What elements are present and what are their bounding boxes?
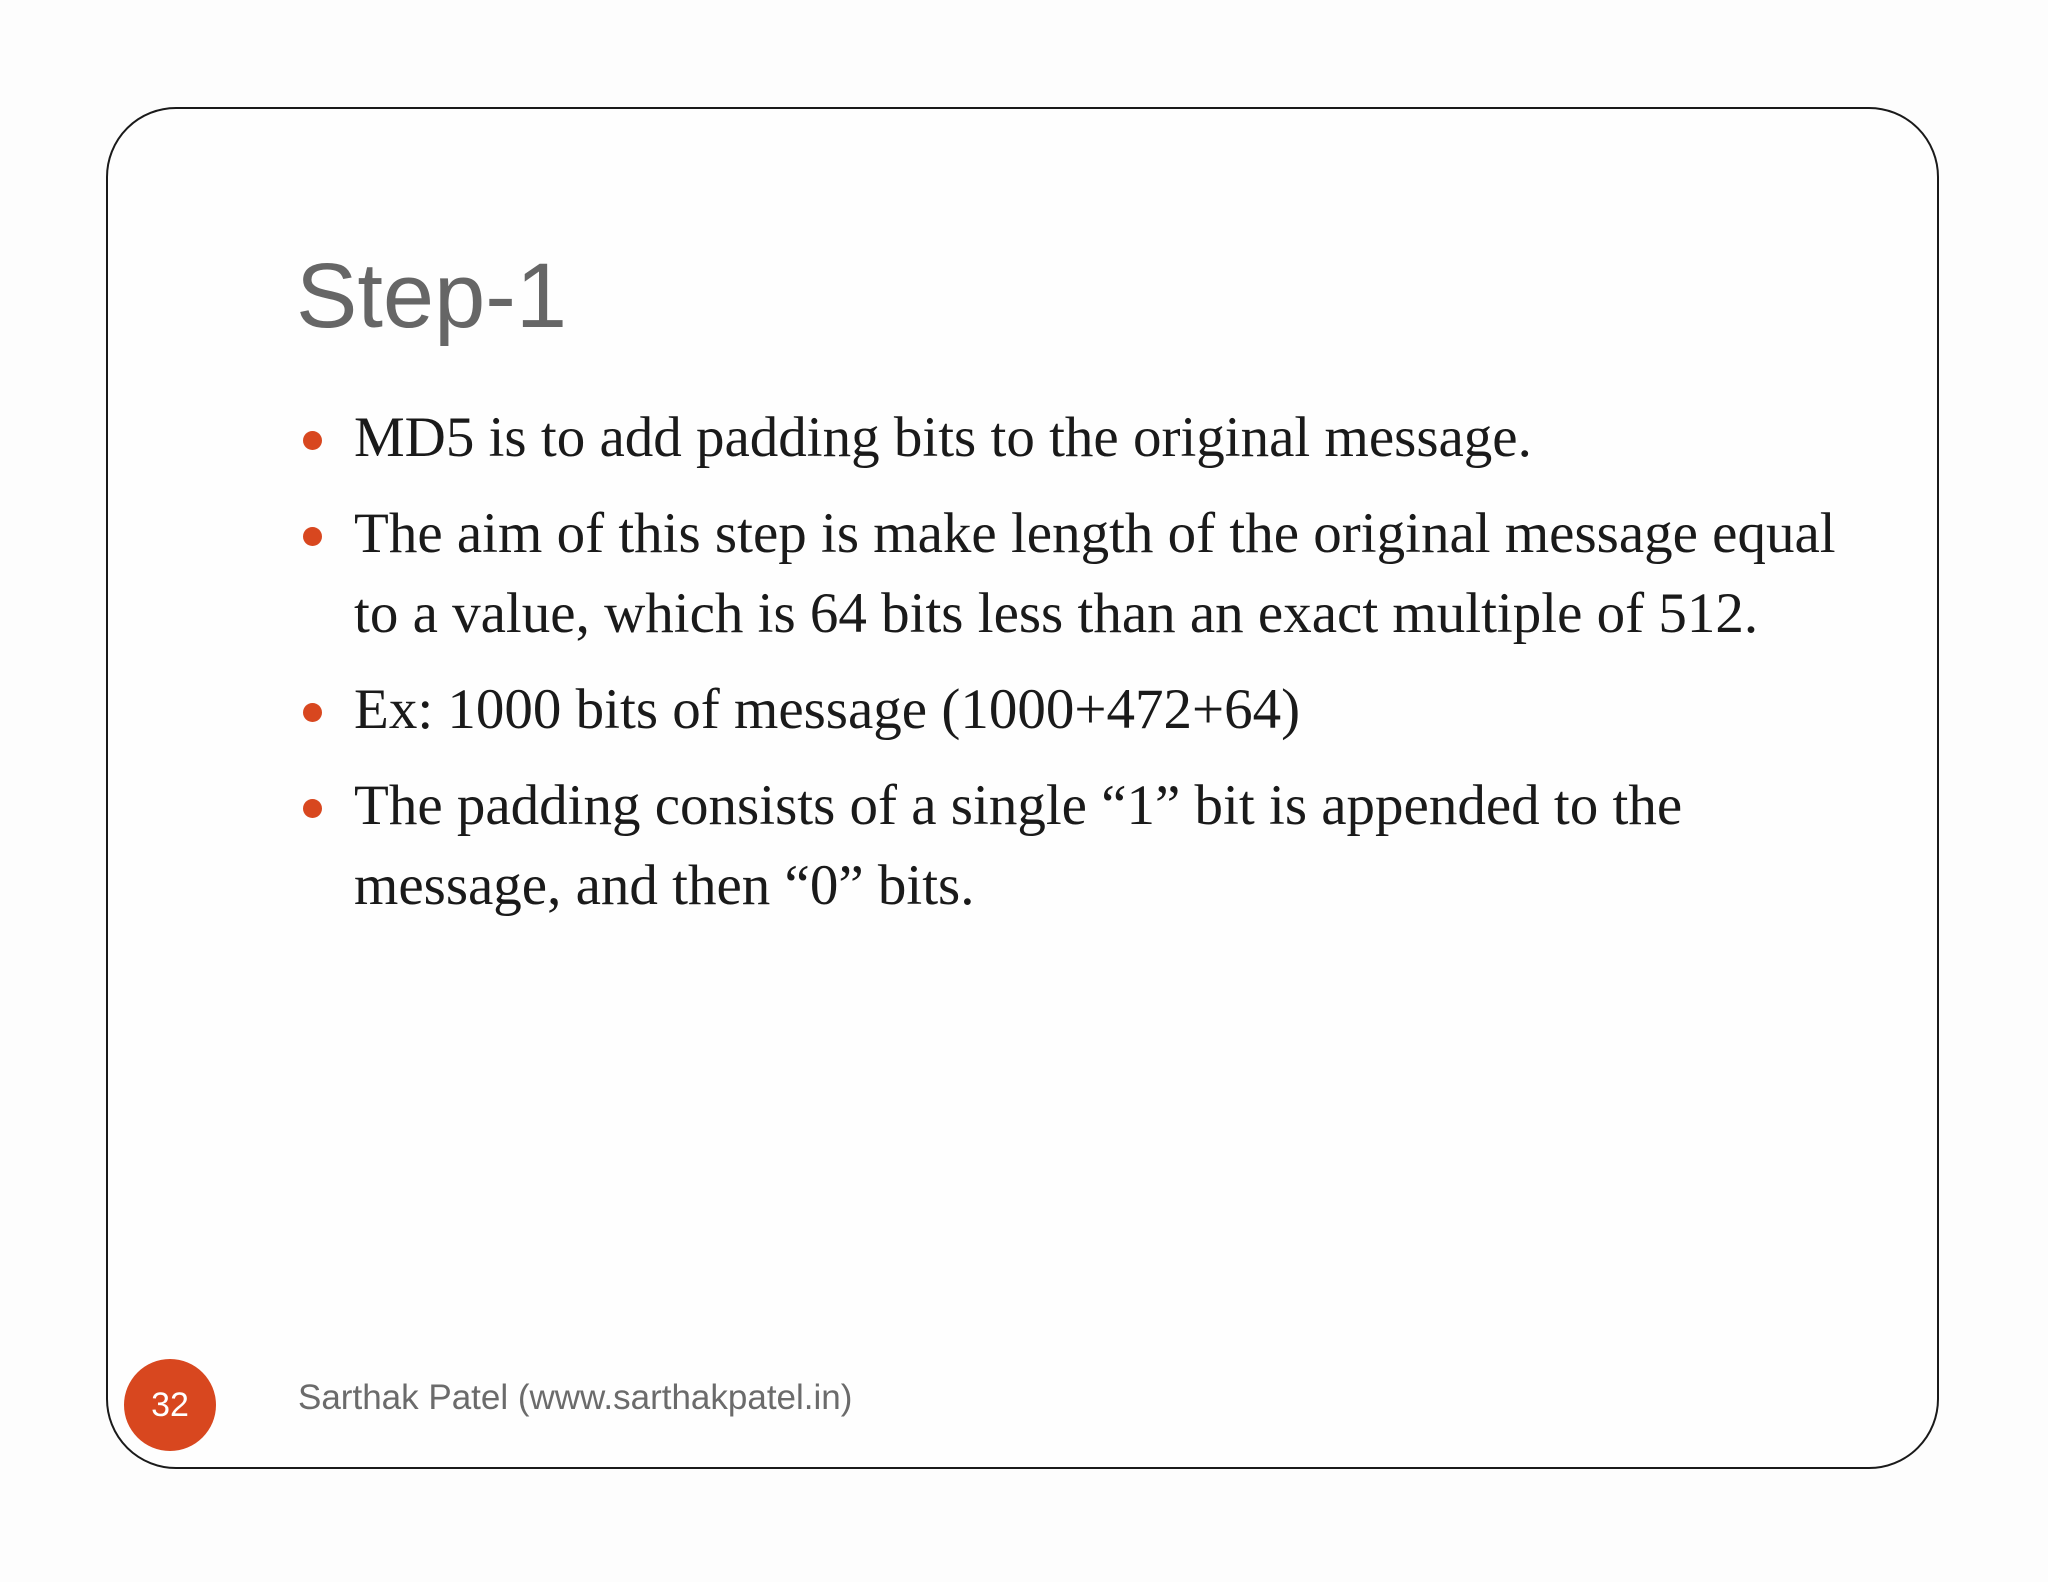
bullet-dot-icon <box>303 527 322 546</box>
footer-credit: Sarthak Patel (www.sarthakpatel.in) <box>298 1378 853 1417</box>
bullet-list <box>296 398 1836 942</box>
bullet-text: The aim of this step is make length of the original message equal to a value, which is 64 bits less than an exact multiple of 512. <box>354 502 1836 645</box>
list-item <box>296 766 1836 926</box>
bullet-text: The padding consists of a single “1” bit is appended to the message, and then “0” bits. <box>354 774 1683 917</box>
slide-title: Step-1 <box>296 245 568 347</box>
bullet-dot-icon <box>303 703 322 722</box>
bullet-dot-icon <box>303 431 322 450</box>
list-item <box>296 670 1836 750</box>
list-item <box>296 494 1836 654</box>
bullet-text: MD5 is to add padding bits to the original message. <box>354 406 1532 469</box>
bullet-text: Ex: 1000 bits of message (1000+472+64) <box>354 678 1301 741</box>
bullet-dot-icon <box>303 799 322 818</box>
list-item <box>296 398 1836 478</box>
page-number-badge: 32 <box>124 1359 216 1451</box>
